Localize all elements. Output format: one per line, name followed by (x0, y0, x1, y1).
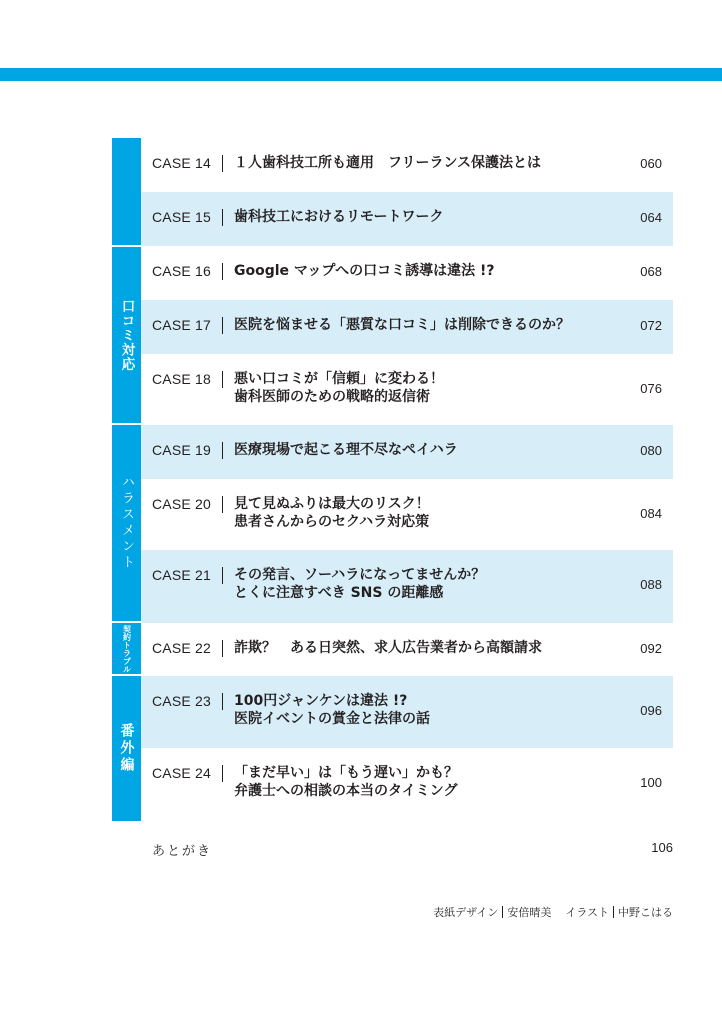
page-number: 088 (640, 577, 662, 592)
section-tab-label: 番外編 (118, 723, 135, 774)
case-title-line1: その発言、ソーハラになってませんか？ (234, 567, 486, 583)
case-title-line1: １人歯科技工所も適用 フリーランス保護法とは (234, 155, 542, 171)
credits-separator (613, 906, 614, 918)
case-title-line2: 患者さんからのセクハラ対応策 (234, 514, 430, 530)
case-title-line2: 歯科医師のための戦略的返信術 (234, 389, 430, 405)
toc-entry-case19[interactable] (141, 425, 673, 479)
case-divider (222, 317, 223, 334)
credits (433, 904, 673, 920)
top-accent-band (0, 68, 722, 81)
page-number: 068 (640, 264, 662, 279)
section-tab-label-line: 契約 (122, 624, 132, 641)
case-divider (222, 155, 223, 172)
section-tab-label-line: トラブル (122, 640, 132, 673)
page-number: 084 (640, 506, 662, 521)
case-divider (222, 693, 223, 710)
page-number: 076 (640, 381, 662, 396)
toc-entry-case17[interactable] (141, 300, 673, 354)
section-tab-freelance (112, 138, 141, 245)
page-number: 080 (640, 443, 662, 458)
case-title (234, 208, 613, 226)
case-title-line2: 弁護士への相談の本当のタイミング (234, 783, 458, 799)
case-title (234, 262, 613, 280)
case-number: CASE 20 (152, 496, 211, 512)
case-number: CASE 14 (152, 155, 211, 171)
case-title-line1: 「まだ早い」は「もう遅い」かも？ (234, 765, 458, 781)
case-divider (222, 567, 223, 584)
case-divider (222, 371, 223, 388)
case-title (234, 764, 613, 800)
case-title-line1: Google マップへの口コミ誘導は違法 !? (234, 263, 495, 279)
toc-entry-case14[interactable] (141, 138, 673, 192)
section-tab-harassment (112, 425, 141, 621)
toc-entry-case24[interactable] (141, 748, 673, 821)
case-title-line1: 歯科技工におけるリモートワーク (234, 209, 444, 225)
toc-entry-case16[interactable] (141, 246, 673, 300)
case-number: CASE 24 (152, 765, 211, 781)
case-title-line1: 悪い口コミが「信頼」に変わる！ (234, 371, 444, 387)
case-number: CASE 23 (152, 693, 211, 709)
toc-entry-case18[interactable] (141, 354, 673, 425)
illustration-label: イラスト (565, 906, 609, 919)
toc-entry-case22[interactable] (141, 623, 673, 676)
section-tab-label: ハラスメント (119, 475, 134, 571)
case-divider (222, 263, 223, 280)
toc-entry-case21[interactable] (141, 550, 673, 623)
section-tab-label (112, 138, 141, 245)
case-number: CASE 19 (152, 442, 211, 458)
page-number: 092 (640, 641, 662, 656)
case-title (234, 370, 613, 406)
case-divider (222, 209, 223, 226)
toc-entry-case15[interactable] (141, 192, 673, 246)
case-number: CASE 22 (152, 640, 211, 656)
case-title-line2: とくに注意すべき SNS の距離感 (234, 585, 444, 601)
illustrator-name: 中野こはる (618, 906, 673, 919)
case-title (234, 316, 613, 334)
case-divider (222, 765, 223, 782)
case-title (234, 495, 613, 531)
cover-design-label: 表紙デザイン (433, 906, 499, 919)
case-divider (222, 496, 223, 513)
case-title (234, 154, 613, 172)
case-number: CASE 16 (152, 263, 211, 279)
case-title (234, 692, 613, 728)
section-tab-reviews (112, 247, 141, 423)
section-tab-contract-trouble (112, 623, 141, 674)
case-number: CASE 15 (152, 209, 211, 225)
case-number: CASE 17 (152, 317, 211, 333)
page-number: 060 (640, 156, 662, 171)
case-title-line1: 詐欺？ ある日突然、求人広告業者から高額請求 (234, 640, 542, 656)
case-number: CASE 18 (152, 371, 211, 387)
toc-entry-case23[interactable] (141, 676, 673, 748)
case-title-line1: 見て見ぬふりは最大のリスク！ (234, 496, 430, 512)
case-divider (222, 442, 223, 459)
section-tab-label: 口コミ対応 (118, 298, 135, 372)
page-number: 100 (640, 775, 662, 790)
case-title-line2: 医院イベントの賞金と法律の話 (234, 711, 430, 727)
case-title-line1: 医院を悩ませる「悪質な口コミ」は削除できるのか？ (234, 317, 570, 333)
credits-separator (502, 906, 503, 918)
page-number: 064 (640, 210, 662, 225)
case-title (234, 441, 613, 459)
cover-design-name: 安倍晴美 (507, 906, 552, 919)
section-tab-label (112, 623, 141, 674)
case-divider (222, 640, 223, 657)
afterword-page-number: 106 (651, 840, 673, 855)
page-number: 096 (640, 703, 662, 718)
case-title-line1: 100円ジャンケンは違法 !? (234, 693, 408, 709)
page-number: 072 (640, 318, 662, 333)
case-title-line1: 医療現場で起こる理不尽なペイハラ (234, 442, 458, 458)
section-tab-extra (112, 676, 141, 821)
case-title (234, 639, 613, 657)
case-title (234, 566, 613, 602)
case-number: CASE 21 (152, 567, 211, 583)
toc-entry-case20[interactable] (141, 479, 673, 550)
afterword-title[interactable]: あとがき (152, 844, 213, 859)
